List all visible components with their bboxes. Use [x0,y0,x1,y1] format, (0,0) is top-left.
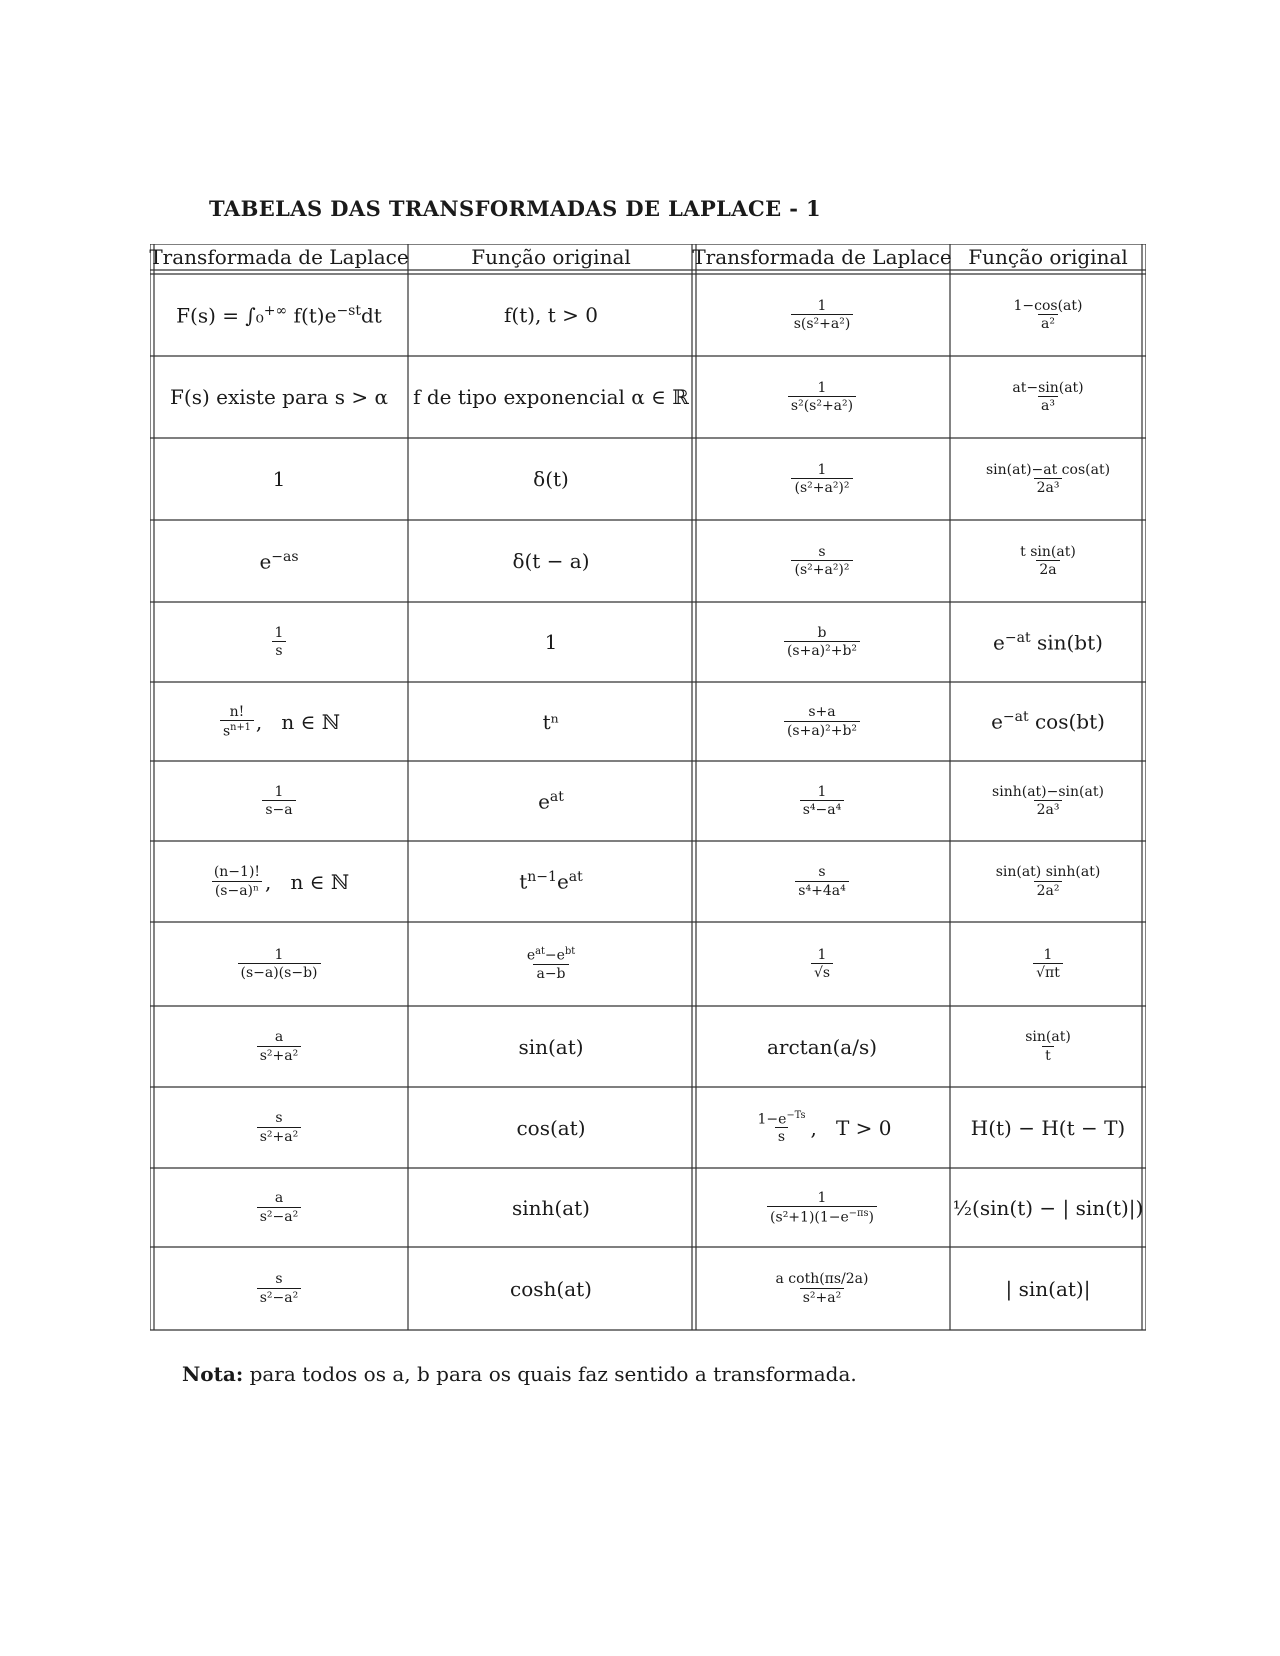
table-cell [414,1087,688,1168]
table-cell [700,922,944,1006]
fraction-suffix: , T > 0 [810,1115,892,1140]
fraction-denominator: 2a [1036,560,1059,578]
fraction-denominator: s⁴−a⁴ [800,800,845,818]
fraction-denominator: $(s^2+1)(1-e^{-\pi s})$ [767,1206,877,1226]
fraction-denominator: a² [1038,314,1058,332]
cell-expression: f de tipo exponencial α ∈ ℝ [413,385,689,409]
table-cell [414,520,688,602]
fraction-numerator: 1 [817,461,827,478]
table-cell [956,841,1140,922]
note-label: Nota: [182,1362,244,1386]
column-header: Transformada de Laplace [149,245,409,269]
fraction-denominator: (s−a)(s−b) [238,963,321,981]
table-cell [956,274,1140,356]
fraction-denominator: s²(s²+a²) [788,396,856,414]
fraction-numerator: a [274,1190,284,1207]
cell-expression: $e^{-as}$ [259,548,299,574]
fraction [791,298,854,332]
fraction [257,1190,302,1224]
table-cell [156,520,402,602]
table-cell [414,682,688,761]
table-cell [956,1006,1140,1087]
table-cell [414,356,688,438]
fraction-denominator: 2a³ [1034,800,1063,818]
table-cell [956,520,1140,602]
cell-expression: F(s) existe para s > α [170,385,388,409]
fraction-numerator: 1 [274,624,284,641]
fraction-denominator: s²+a² [257,1127,302,1145]
table-cell [414,841,688,922]
table-cell [956,1247,1140,1330]
table-cell [414,922,688,1006]
table-cell [414,1006,688,1087]
table-cell [156,356,402,438]
fraction [784,704,860,738]
fraction-denominator: s²−a² [257,1207,302,1225]
cell-expression: H(t) − H(t − T) [970,1115,1126,1140]
fraction-denominator: (s²+a²)² [791,478,852,496]
fraction-numerator: 1 [274,783,284,800]
table-cell [414,438,688,520]
fraction-numerator: sin(at) sinh(at) [995,864,1101,881]
cell-expression: cos(at) [516,1115,586,1140]
table-cell [700,1168,944,1247]
fraction [800,784,845,818]
table-cell [156,841,402,922]
fraction-suffix: , n ∈ ℕ [265,869,350,894]
table-cell [156,1168,402,1247]
fraction-denominator: s [775,1127,788,1145]
table-cell [414,761,688,841]
fraction [755,1110,809,1146]
cell-expression: $e^{at}$ [538,788,564,814]
table-cell [414,602,688,682]
page-title: TABELAS DAS TRANSFORMADAS DE LAPLACE - 1 [209,196,822,221]
fraction [238,947,321,981]
fraction-numerator: t sin(at) [1020,543,1076,560]
fraction-numerator: 1 [817,946,827,963]
fraction [211,864,263,898]
fraction-numerator: n! [229,703,245,720]
table-cell [156,761,402,841]
cell-expression: 1 [544,630,558,654]
fraction [1022,1029,1074,1063]
fraction-numerator: s [275,1110,283,1127]
cell-expression: cosh(at) [510,1276,592,1301]
fraction-numerator: sinh(at)−sin(at) [992,783,1104,800]
cell-expression: arctan(a/s) [766,1034,878,1059]
table-cell [700,1087,944,1168]
table-cell [700,274,944,356]
table-cell [956,602,1140,682]
fraction-denominator: s²−a² [257,1288,302,1306]
cell-expression: tⁿ [542,709,560,734]
table-cell [414,1168,688,1247]
fraction-numerator: s+a [808,704,836,721]
cell-expression: $e^{-at}$ sin(bt) [993,629,1103,655]
fraction-denominator: s(s²+a²) [791,314,854,332]
fraction-numerator: at−sin(at) [1012,379,1084,396]
fraction-numerator: $1-e^{-Ts}$ [757,1109,806,1128]
table-cell [700,602,944,682]
table-cell [956,1087,1140,1168]
fraction [1011,298,1086,332]
fraction [989,784,1107,818]
fraction-denominator: √s [811,963,833,981]
fraction-denominator: s⁴+4a⁴ [795,881,848,899]
fraction-numerator: s [818,864,826,881]
fraction [993,864,1104,898]
fraction [257,1110,302,1144]
fraction-denominator: a³ [1038,396,1058,414]
cell-expression: 1 [272,467,286,491]
fraction [1033,947,1063,981]
fraction [791,544,852,578]
table-cell [700,761,944,841]
fraction-numerator: (n−1)! [213,864,261,881]
cell-expression: $t^{n-1}e^{at}$ [519,869,583,894]
fraction-denominator: $s^{n+1}$ [220,720,254,740]
fraction-denominator: s²+a² [257,1046,302,1064]
table-cell [156,922,402,1006]
table-cell [952,1168,1144,1247]
fraction-denominator: s²+a² [800,1288,845,1306]
column-header: Função original [968,245,1128,269]
fraction [784,625,860,659]
cell-expression: sinh(at) [512,1195,590,1220]
fraction [524,946,578,982]
fraction-denominator: a−b [533,964,568,982]
table-cell [956,761,1140,841]
table-cell [700,841,944,922]
column-header: Função original [471,245,631,269]
fraction-numerator: b [817,624,827,641]
table-cell [956,682,1140,761]
fraction-denominator: (s²+a²)² [791,560,852,578]
table-cell [700,438,944,520]
fraction-numerator: 1 [1043,946,1053,963]
fraction-denominator: √πt [1033,963,1063,981]
fraction-numerator: 1−cos(at) [1013,297,1083,314]
fraction-numerator: 1 [817,1189,827,1206]
table-cell [414,1247,688,1330]
fraction [272,625,287,659]
cell-expression: δ(t) [533,467,569,491]
note-text: para todos os a, b para os quais faz sentido a transformada. [249,1362,857,1386]
fraction-denominator: (s−a)ⁿ [212,881,262,899]
fraction [795,864,848,898]
fraction [791,462,852,496]
fraction [773,1271,872,1305]
fraction-numerator: s [275,1271,283,1288]
table-cell [700,520,944,602]
table-cell [700,1247,944,1330]
cell-expression: F(s) = ∫₀+∞ $f(t)e^{-st}dt$ [176,302,382,328]
table-cell [414,274,688,356]
column-header: Transformada de Laplace [692,245,952,269]
fraction-denominator: s [272,641,285,659]
fraction [788,380,856,414]
fraction-numerator: 1 [274,946,284,963]
fraction-numerator: a [274,1029,284,1046]
cell-expression: ½(sin(t) − | sin(t)|) [952,1195,1144,1220]
table-cell [700,1006,944,1087]
table-cell [956,356,1140,438]
table-cell [156,682,402,761]
cell-expression: sin(at) [518,1034,584,1059]
fraction-numerator: sin(at) [1025,1029,1071,1046]
fraction [257,1271,302,1305]
fraction-denominator: s−a [262,800,295,818]
table-cell [156,274,402,356]
fraction-numerator: 1 [817,379,827,396]
fraction [220,704,254,740]
table-cell [156,1247,402,1330]
fraction-denominator: 2a³ [1034,478,1063,496]
fraction-numerator: sin(at)−at cos(at) [985,461,1111,478]
table-cell [700,682,944,761]
fraction [767,1190,877,1226]
table-cell [156,1006,402,1087]
fraction-denominator: (s+a)²+b² [784,641,860,659]
footnote [182,1362,857,1386]
fraction-numerator: 1 [817,783,827,800]
fraction [983,462,1113,496]
cell-expression: | sin(at)| [1005,1276,1091,1301]
fraction-denominator: t [1042,1046,1054,1064]
fraction [257,1029,302,1063]
fraction-numerator: $e^{at}-e^{bt}$ [526,946,576,964]
fraction [811,947,833,981]
table-cell [156,438,402,520]
table-cell [156,602,402,682]
table-cell [956,922,1140,1006]
fraction-numerator: a coth(πs/2a) [775,1271,869,1288]
fraction-numerator: s [818,543,826,560]
table-cell [156,1087,402,1168]
fraction [1009,380,1086,414]
table-cell [956,438,1140,520]
fraction-denominator: (s+a)²+b² [784,721,860,739]
fraction-denominator: 2a² [1034,881,1063,899]
fraction-numerator: 1 [817,297,827,314]
fraction-suffix: , n ∈ ℕ [255,709,341,734]
fraction [262,784,295,818]
fraction [1017,544,1079,578]
laplace-table [150,244,1146,1334]
cell-expression: $e^{-at}$ cos(bt) [991,709,1105,734]
cell-expression: δ(t − a) [512,549,590,573]
cell-expression: f(t), t > 0 [504,303,598,327]
table-cell [700,356,944,438]
